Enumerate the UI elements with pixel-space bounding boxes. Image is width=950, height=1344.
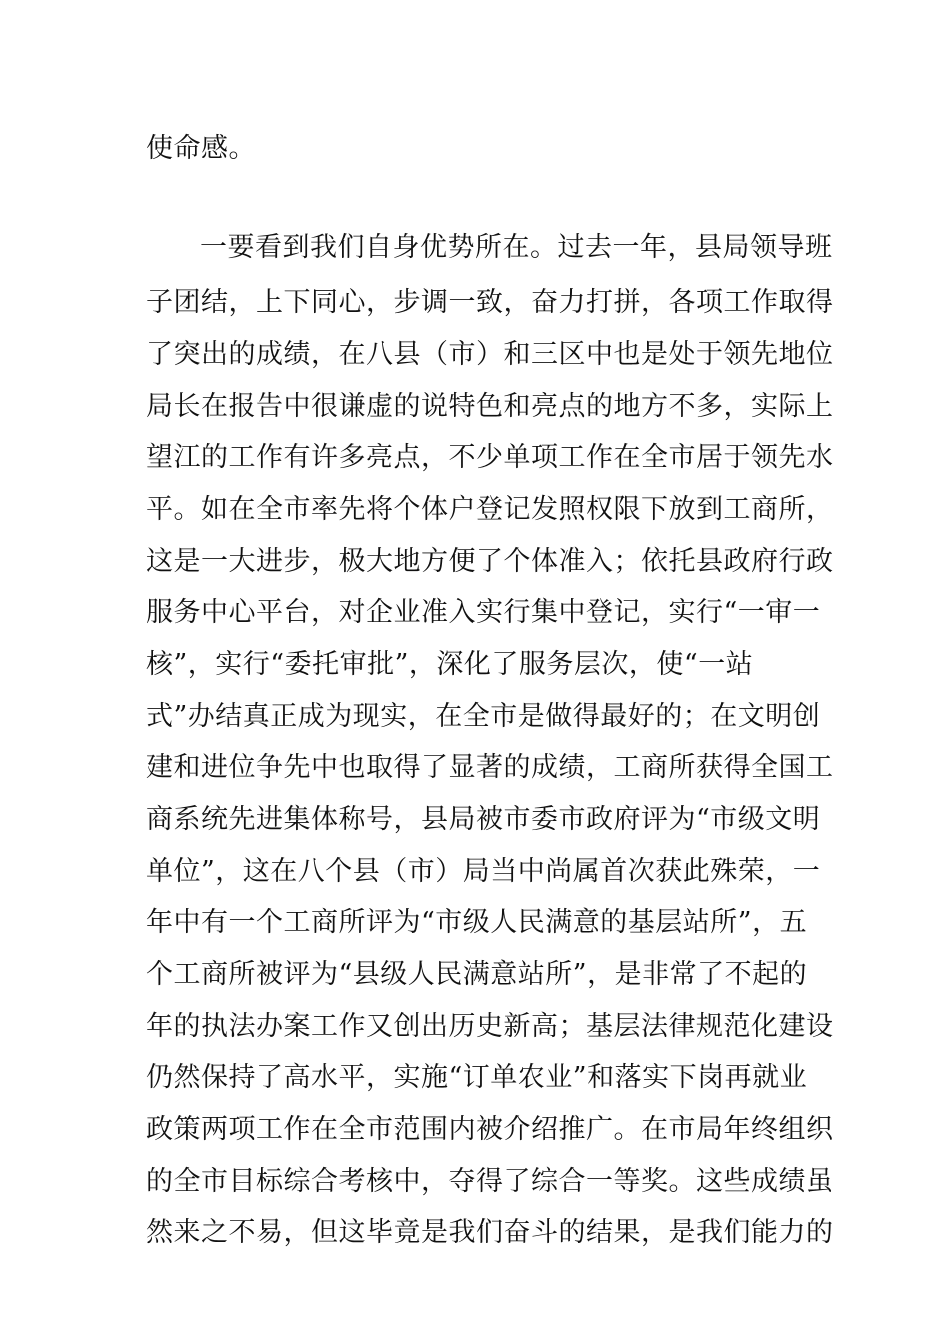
text-line: 局长在报告中很谦虚的说特色和亮点的地方不多，实际上: [146, 391, 834, 422]
text-line: 核”，实行“委托审批”，深化了服务层次，使“一站: [146, 649, 754, 680]
text-line: 服务中心平台，对企业准入实行集中登记，实行“一审一: [146, 597, 821, 628]
text-line: 政策两项工作在全市范围内被介绍推广。在市局年终组织: [146, 1114, 834, 1145]
text-line: 商系统先进集体称号，县局被市委市政府评为“市级文明: [146, 804, 821, 835]
text-line: 使命感。: [146, 133, 256, 164]
text-line: 个工商所被评为“县级人民满意站所”，是非常了不起的: [146, 959, 808, 990]
text-line: 了突出的成绩，在八县（市）和三区中也是处于领先地位: [146, 339, 834, 370]
text-line: 然来之不易，但这毕竟是我们奋斗的结果，是我们能力的: [146, 1217, 834, 1248]
text-line: 年中有一个工商所评为“市级人民满意的基层站所”，五: [146, 907, 808, 938]
text-line: 式”办结真正成为现实，在全市是做得最好的；在文明创: [146, 701, 821, 732]
text-line: 年的执法办案工作又创出历史新高；基层法律规范化建设: [146, 1011, 834, 1042]
paragraph-first-line: 一要看到我们自身优势所在。过去一年，县局领导班: [200, 232, 833, 263]
text-line: 单位”，这在八个县（市）局当中尚属首次获此殊荣，一: [146, 856, 821, 887]
text-line: 建和进位争先中也取得了显著的成绩，工商所获得全国工: [146, 752, 834, 783]
text-line: 子团结，上下同心，步调一致，奋力打拼，各项工作取得: [146, 287, 834, 318]
text-line: 的全市目标综合考核中，夺得了综合一等奖。这些成绩虽: [146, 1166, 834, 1197]
text-line: 仍然保持了高水平，实施“订单农业”和落实下岗再就业: [146, 1062, 808, 1093]
text-line: 望江的工作有许多亮点，不少单项工作在全市居于领先水: [146, 442, 834, 473]
text-line: 这是一大进步，极大地方便了个体准入；依托县政府行政: [146, 546, 834, 577]
text-line: 平。如在全市率先将个体户登记发照权限下放到工商所，: [146, 494, 834, 525]
